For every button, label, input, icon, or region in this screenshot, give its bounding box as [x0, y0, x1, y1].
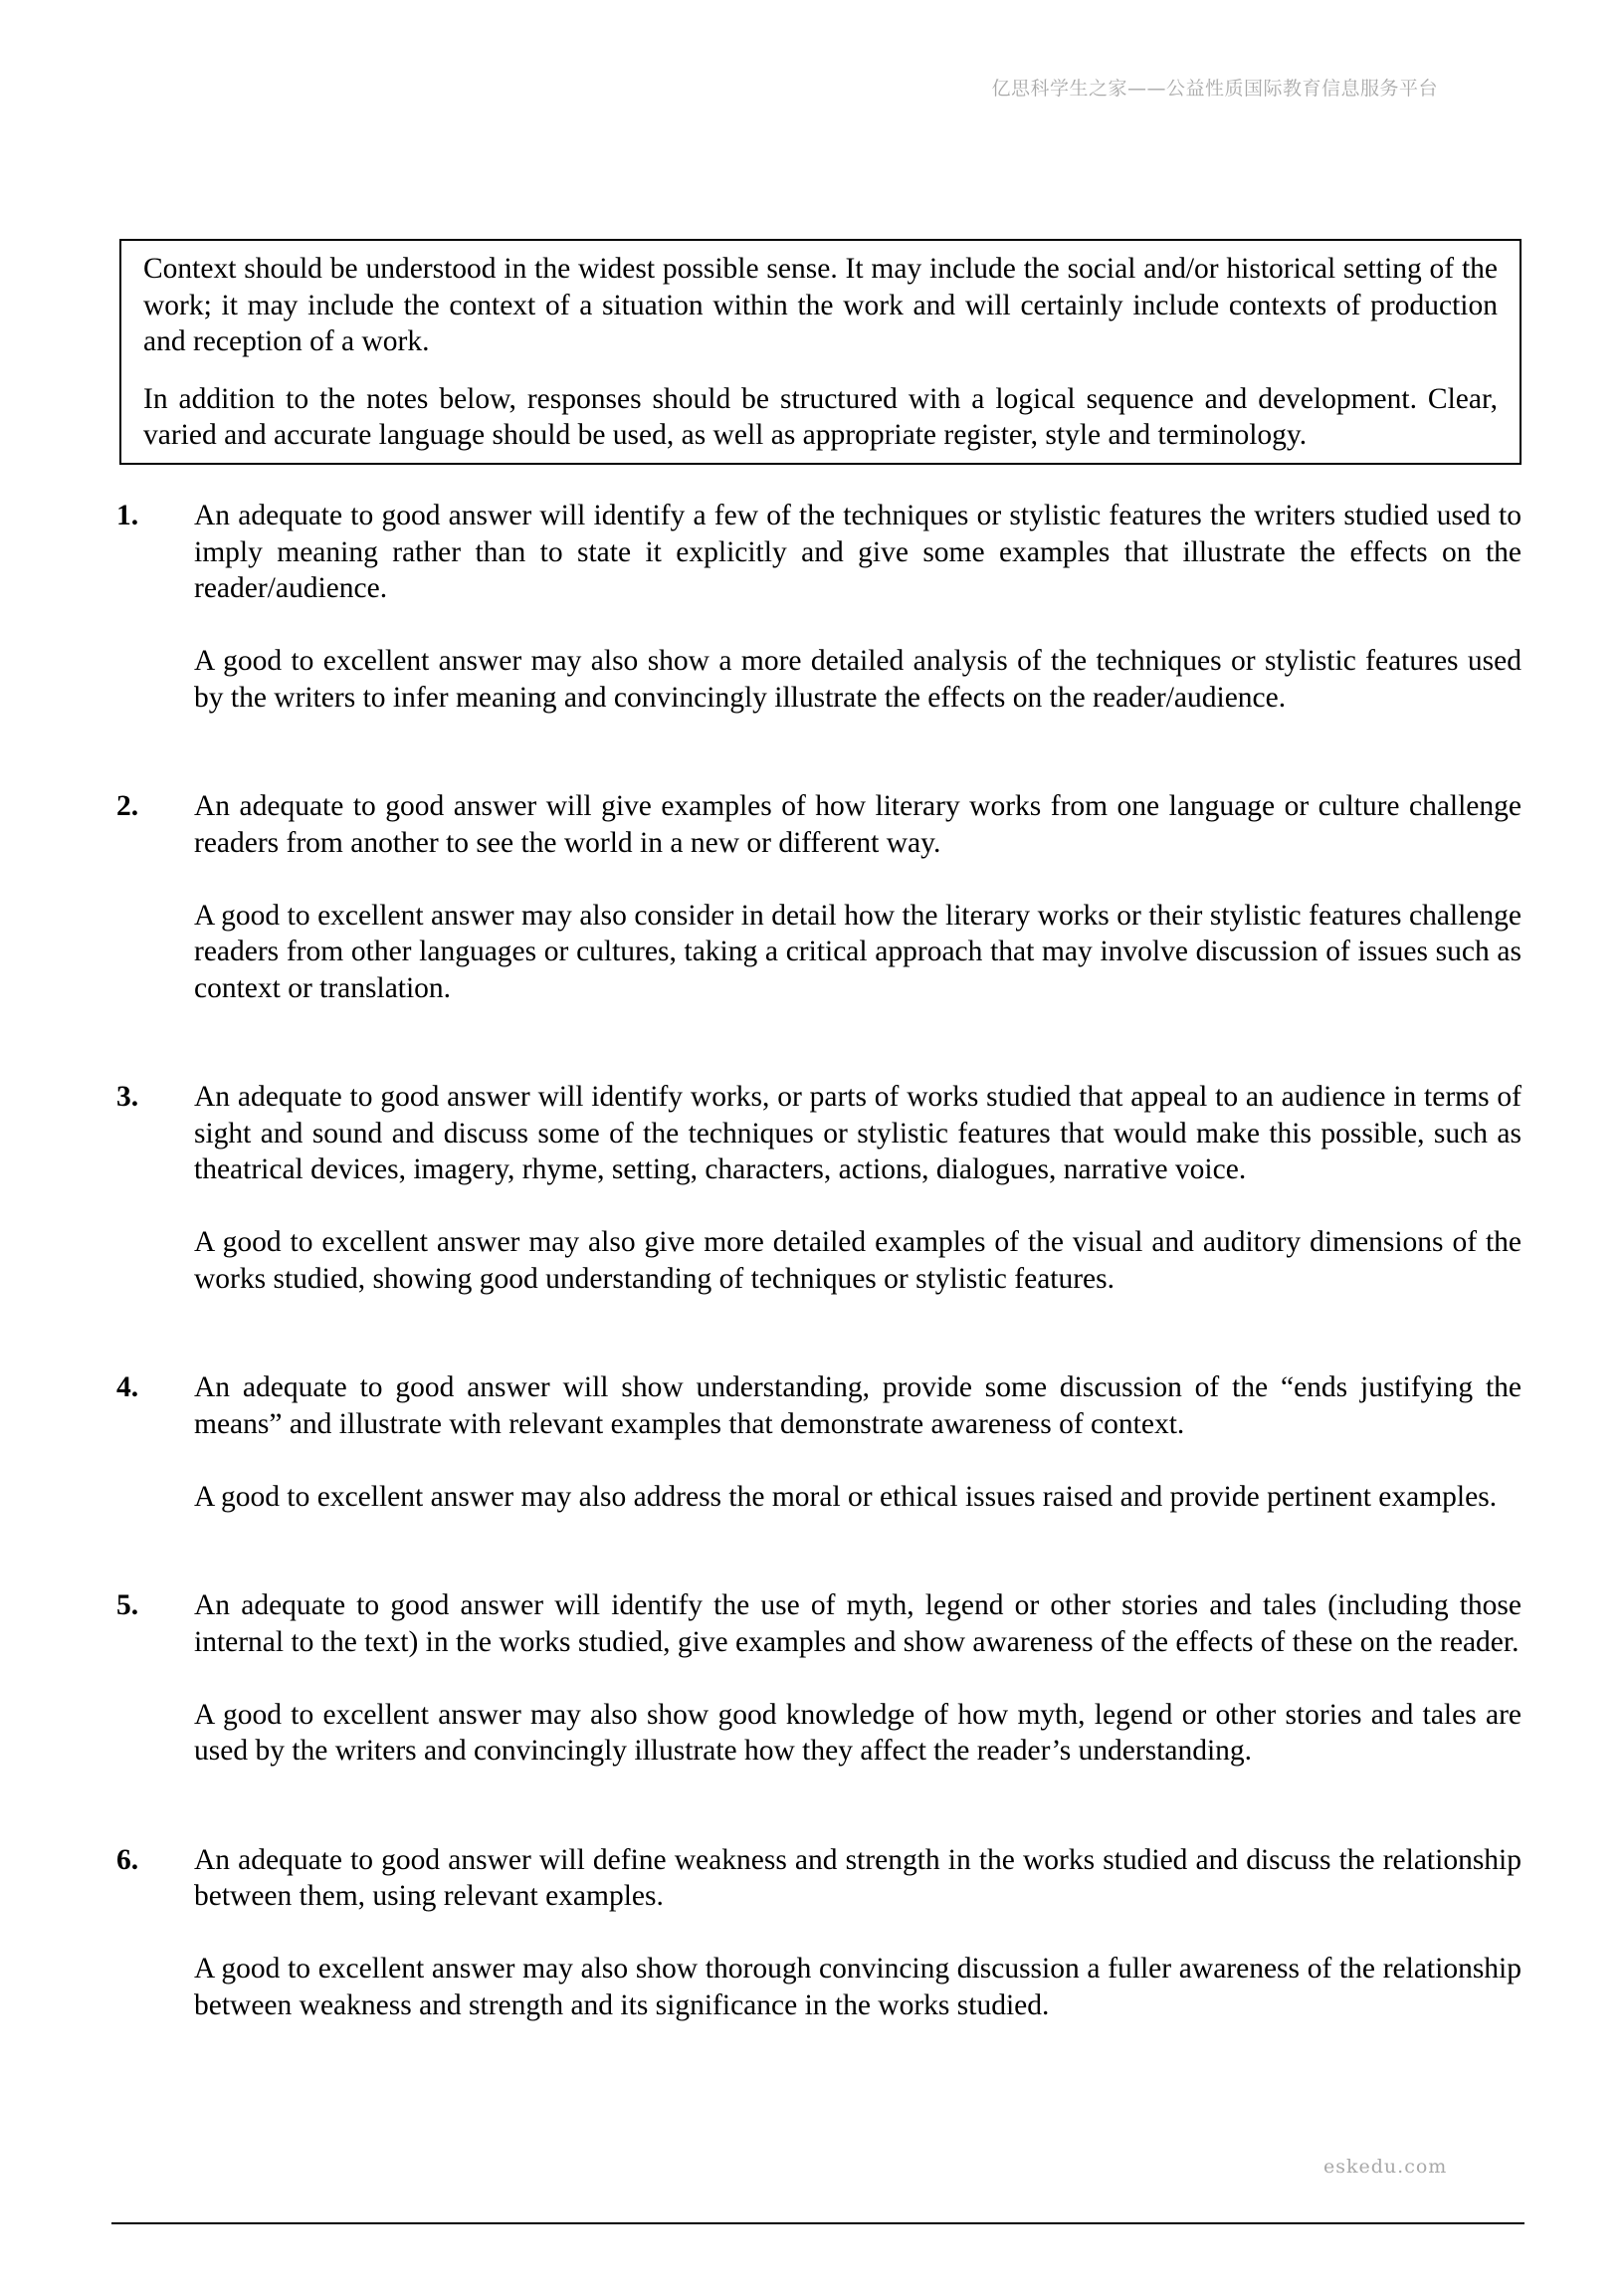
question-1 — [116, 498, 1522, 716]
question-number: 1. — [116, 500, 139, 531]
note-paragraph: In addition to the notes below, responses should be structured with a logical sequence and development. Clear, varied and accurate language should be used, as well as appropriate register, style and terminology. — [143, 382, 1498, 451]
question-number: 4. — [116, 1371, 139, 1403]
header-site-text: 亿思科学生之家——公益性质国际教育信息服务平台 — [991, 78, 1438, 100]
footer-divider — [111, 2222, 1524, 2224]
adequate-answer-text: An adequate to good answer will show understanding, provide some discussion of the “ends justifying the means” and illustrate with relevant examples that demonstrate awareness of context. — [194, 1371, 1522, 1440]
question-number: 3. — [116, 1081, 139, 1113]
note-paragraph: Context should be understood in the widest possible sense. It may include the social and/or historical setting of the work; it may include the context of a situation within the work and will certainly include contexts of production and reception of a work. — [143, 253, 1498, 357]
question-number: 2. — [116, 790, 139, 822]
adequate-answer-text: An adequate to good answer will give examples of how literary works from one language or culture challenge readers from another to see the world in a new or different way. — [194, 790, 1522, 859]
excellent-answer-text: A good to excellent answer may also show thorough convincing discussion a fuller awareness of the relationship between weakness and strength and its significance in the works studied. — [194, 1953, 1522, 2021]
adequate-answer-text: An adequate to good answer will identify works, or parts of works studied that appeal to an audience in terms of sight and sound and discuss some of the techniques or stylistic features that would make this possible, such as theatrical devices, imagery, rhyme, setting, characters, actions, dialogues, narrative voice. — [194, 1081, 1522, 1185]
question-4 — [116, 1369, 1522, 1515]
question-number: 5. — [116, 1589, 139, 1621]
adequate-answer-text: An adequate to good answer will identify the use of myth, legend or other stories and tales (including those internal to the text) in the works studied, give examples and show awareness of the effects of these on the reader. — [194, 1589, 1522, 1658]
excellent-answer-text: A good to excellent answer may also show good knowledge of how myth, legend or other stories and tales are used by the writers and convincingly illustrate how they affect the reader’s understanding. — [194, 1698, 1522, 1767]
adequate-answer-text: An adequate to good answer will identify a few of the techniques or stylistic features the writers studied used to imply meaning rather than to state it explicitly and give some examples that illustrate the effects on the reader/audience. — [194, 500, 1522, 604]
question-5 — [116, 1587, 1522, 1770]
watermark-text: eskedu.com — [1323, 2156, 1448, 2178]
question-2 — [116, 788, 1522, 1006]
adequate-answer-text: An adequate to good answer will define weakness and strength in the works studied and discuss the relationship between them, using relevant examples. — [194, 1843, 1522, 1912]
excellent-answer-text: A good to excellent answer may also show a more detailed analysis of the techniques or stylistic features used by the writers to infer meaning and convincingly illustrate the effects on the reader/audience. — [194, 645, 1522, 714]
context-note-box — [119, 239, 1522, 465]
excellent-answer-text: A good to excellent answer may also address the moral or ethical issues raised and provide pertinent examples. — [194, 1480, 1498, 1513]
excellent-answer-text: A good to excellent answer may also give more detailed examples of the visual and auditory dimensions of the works studied, showing good understanding of techniques or stylistic features. — [194, 1226, 1522, 1295]
question-6 — [116, 1842, 1522, 2024]
question-3 — [116, 1079, 1522, 1297]
excellent-answer-text: A good to excellent answer may also consider in detail how the literary works or their stylistic features challenge readers from other languages or cultures, taking a critical approach that may involve discussion of issues such as context or translation. — [194, 899, 1522, 1004]
question-number: 6. — [116, 1843, 139, 1876]
question-list — [116, 498, 1522, 2023]
